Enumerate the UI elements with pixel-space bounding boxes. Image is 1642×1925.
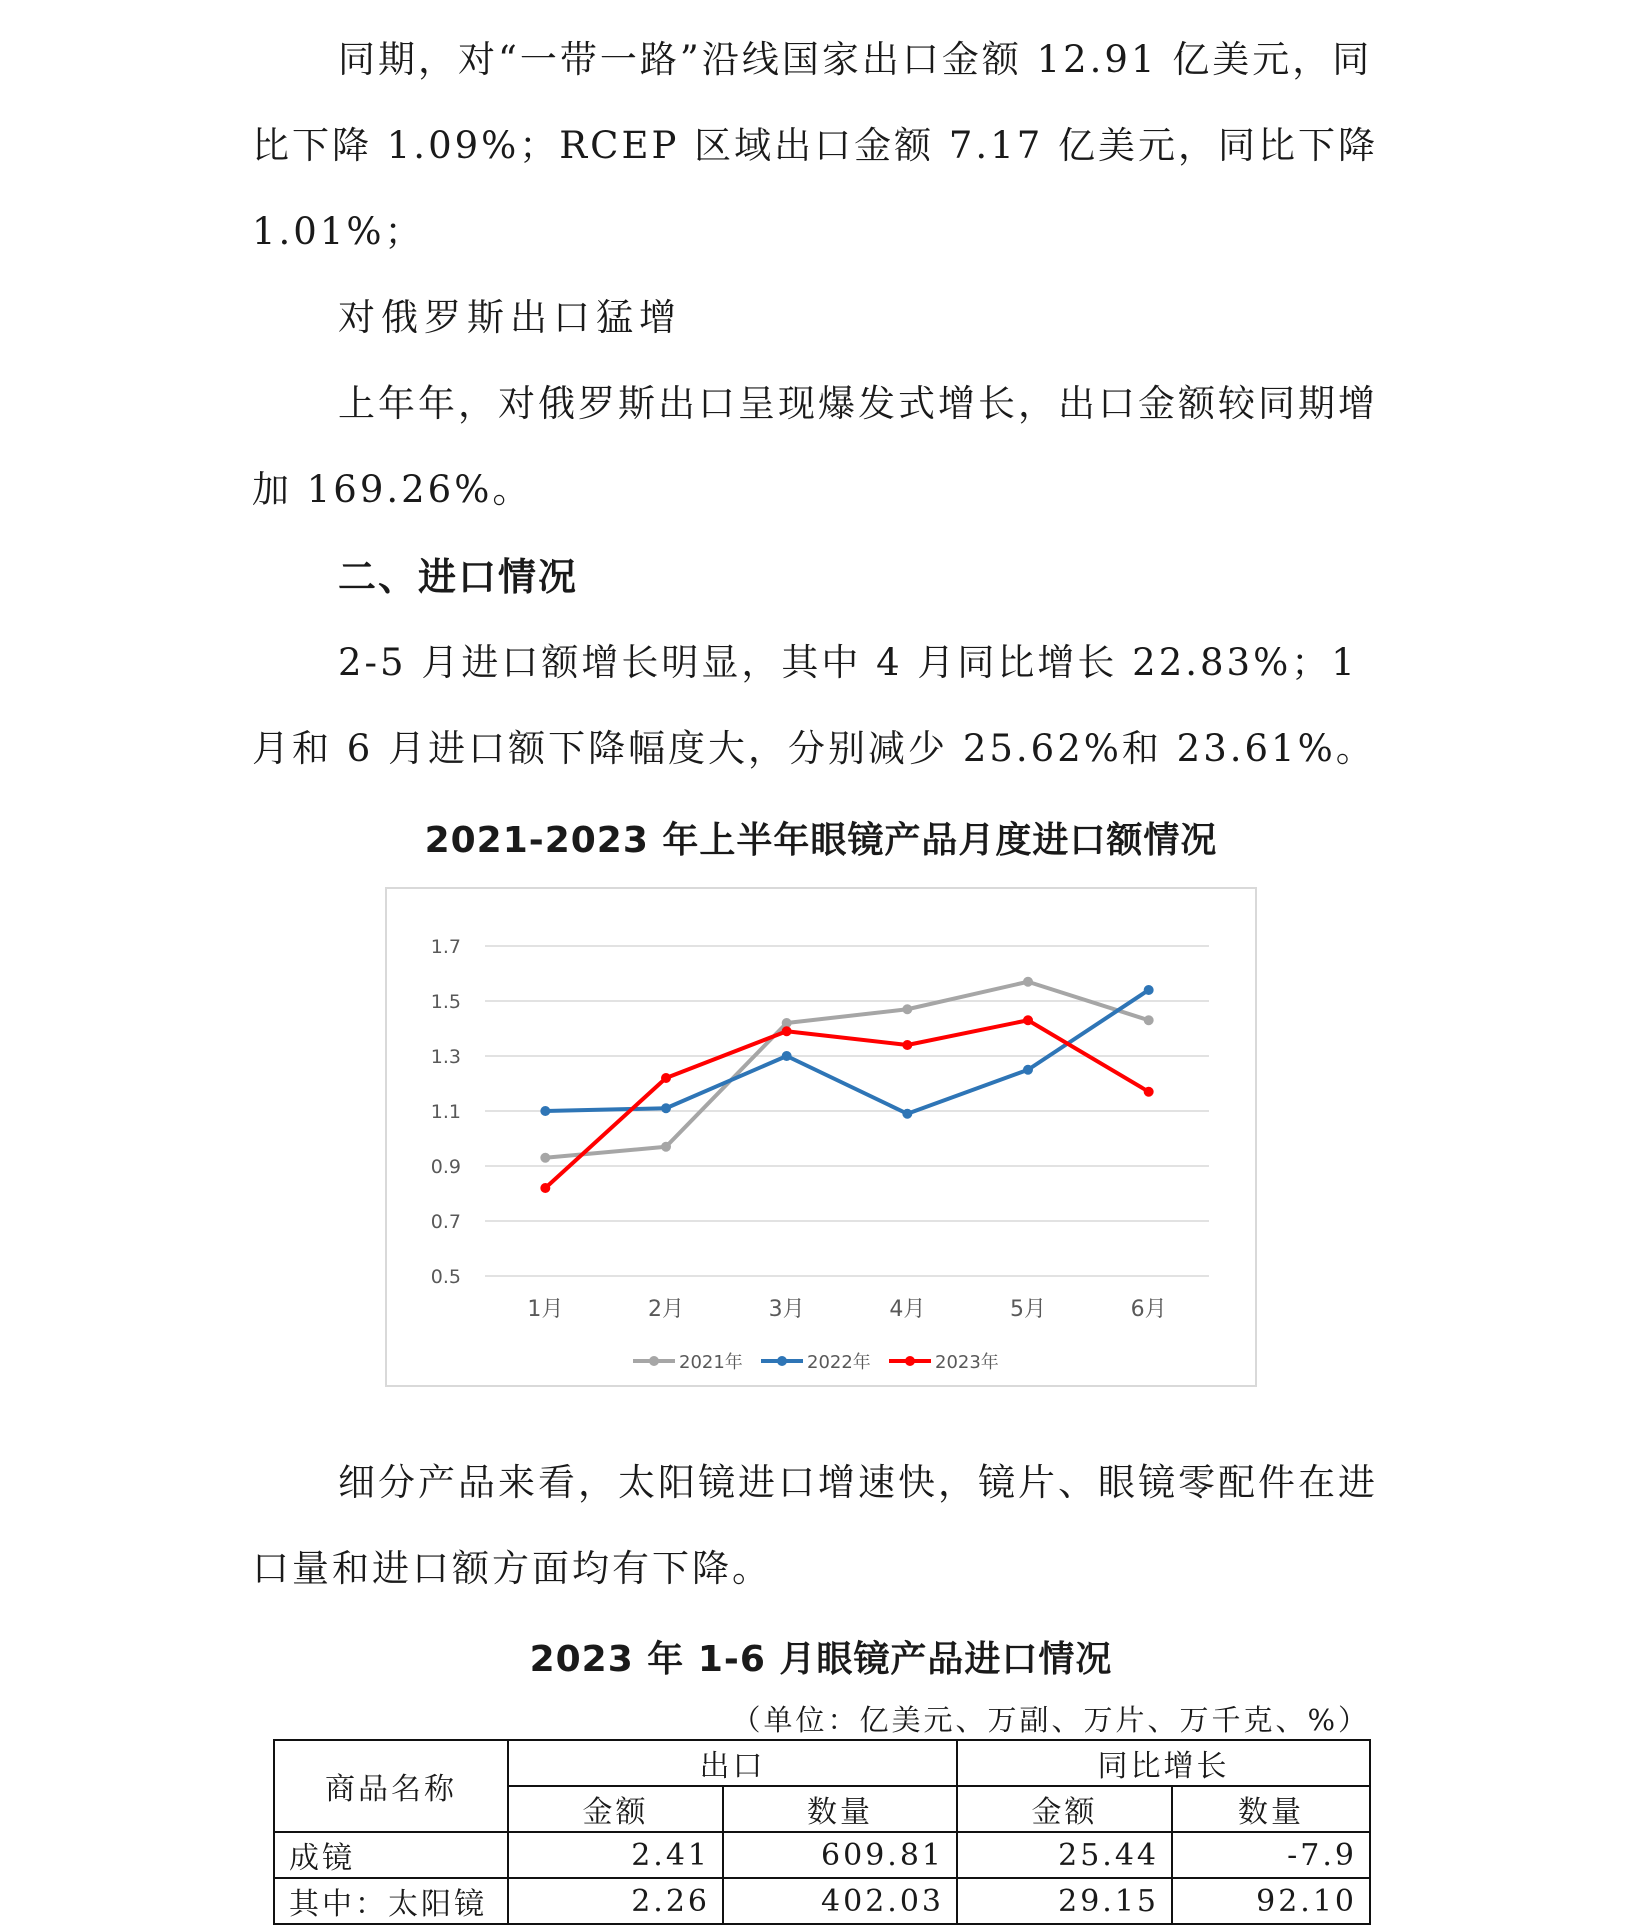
table-row: [274, 1832, 1370, 1878]
chart-y-axis: [431, 936, 461, 1288]
header-yoy-group: 同比增长: [957, 1740, 1370, 1786]
cell-amount: 2.26: [508, 1878, 723, 1924]
cell-product-name: 其中：太阳镜: [274, 1878, 508, 1924]
data-point: [540, 1106, 550, 1116]
header-export-amount: 金额: [508, 1786, 723, 1832]
legend-label: 2021年: [679, 1352, 743, 1373]
x-tick-label: 5月: [1010, 1297, 1046, 1322]
paragraph-import-trend: 2-5 月进口额增长明显，其中 4 月同比增长 22.83%；1 月和 6 月进口额下降幅度大，分别减少 25.62%和 23.61%。: [252, 641, 1376, 770]
y-tick-label: 1.7: [430, 936, 461, 958]
table-header-row: [274, 1740, 1370, 1786]
legend-marker: [777, 1356, 787, 1366]
chart-caption: 2021-2023 年上半年眼镜产品月度进口额情况: [424, 820, 1218, 861]
header-export-quantity: 数量: [723, 1786, 957, 1832]
series-line: [545, 982, 1148, 1158]
data-point: [782, 1051, 792, 1061]
y-tick-label: 1.1: [430, 1101, 461, 1123]
data-point: [661, 1073, 671, 1083]
x-tick-label: 4月: [889, 1297, 926, 1322]
header-yoy-amount: 金额: [957, 1786, 1172, 1832]
cell-yoy-amount: 29.15: [957, 1878, 1172, 1924]
chart-legend: [633, 1351, 999, 1373]
chart-canvas: [387, 889, 1255, 1385]
data-point: [782, 1026, 792, 1036]
series-line: [545, 1020, 1148, 1188]
import-table: [273, 1739, 1371, 1925]
data-point: [1144, 1087, 1154, 1097]
chart-x-axis: [527, 1297, 1166, 1322]
table-unit-note: （单位：亿美元、万副、万片、万千克、%）: [731, 1703, 1370, 1737]
data-point: [902, 1109, 912, 1119]
y-tick-label: 0.5: [430, 1266, 461, 1288]
legend-item: [889, 1351, 999, 1373]
paragraph-russia-export: 上年年，对俄罗斯出口呈现爆发式增长，出口金额较同期增加 169.26%。: [252, 382, 1378, 511]
header-product-name: 商品名称: [274, 1740, 508, 1832]
subheading-russia-export: 对俄罗斯出口猛增: [338, 296, 682, 339]
table-caption: 2023 年 1-6 月眼镜产品进口情况: [529, 1639, 1113, 1680]
data-point: [540, 1153, 550, 1163]
legend-marker: [905, 1356, 915, 1366]
data-point: [902, 1004, 912, 1014]
header-yoy-quantity: 数量: [1172, 1786, 1370, 1832]
paragraph-product-breakdown: 细分产品来看，太阳镜进口增速快，镜片、眼镜零配件在进口量和进口额方面均有下降。: [252, 1461, 1378, 1590]
legend-marker: [649, 1356, 659, 1366]
x-tick-label: 3月: [768, 1297, 805, 1322]
data-point: [1023, 1065, 1033, 1075]
data-point: [1144, 1015, 1154, 1025]
cell-yoy-quantity: -7.9: [1172, 1832, 1370, 1878]
cell-quantity: 609.81: [723, 1832, 957, 1878]
data-point: [661, 1142, 671, 1152]
cell-quantity: 402.03: [723, 1878, 957, 1924]
data-point: [1144, 985, 1154, 995]
data-point: [902, 1040, 912, 1050]
series-1: [540, 985, 1153, 1119]
cell-amount: 2.41: [508, 1832, 723, 1878]
x-tick-label: 2月: [648, 1297, 684, 1322]
y-tick-label: 1.5: [430, 991, 461, 1013]
cell-yoy-amount: 25.44: [957, 1832, 1172, 1878]
cell-yoy-quantity: 92.10: [1172, 1878, 1370, 1924]
data-point: [661, 1103, 671, 1113]
data-point: [540, 1183, 550, 1193]
line-chart: [385, 887, 1257, 1387]
series-line: [545, 990, 1148, 1114]
series-0: [540, 977, 1153, 1163]
cell-product-name: 成镜: [274, 1832, 508, 1878]
y-tick-label: 1.3: [430, 1046, 461, 1068]
legend-label: 2023年: [935, 1352, 999, 1373]
table-row: [274, 1878, 1370, 1924]
x-tick-label: 1月: [527, 1297, 564, 1322]
data-point: [1023, 977, 1033, 987]
legend-item: [633, 1351, 743, 1373]
data-point: [1023, 1015, 1033, 1025]
header-export-group: 出口: [508, 1740, 957, 1786]
x-tick-label: 6月: [1130, 1297, 1167, 1322]
legend-item: [761, 1351, 871, 1373]
y-tick-label: 0.7: [430, 1211, 461, 1233]
chart-series: [540, 977, 1153, 1193]
legend-label: 2022年: [807, 1352, 871, 1373]
section-title-imports: 二、进口情况: [338, 555, 579, 599]
y-tick-label: 0.9: [430, 1156, 461, 1178]
paragraph-belt-road-export: 同期，对“一带一路”沿线国家出口金额 12.91 亿美元，同比下降 1.09%；RCEP 区域出口金额 7.17 亿美元，同比下降 1.01%；: [252, 38, 1379, 253]
